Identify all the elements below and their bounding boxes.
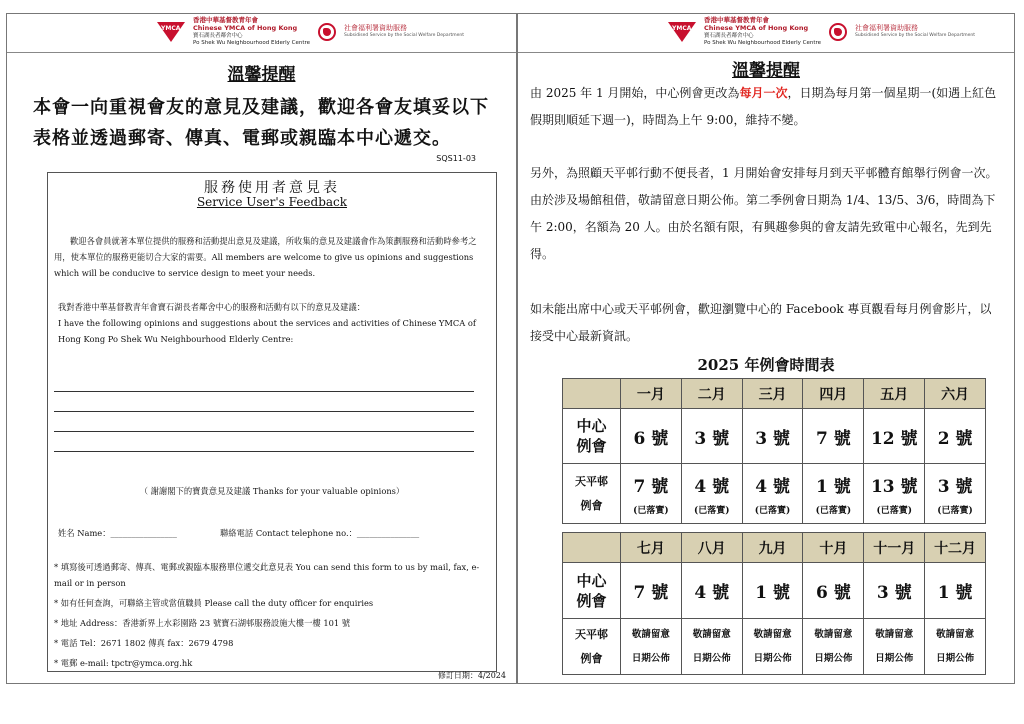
note-item: * 地址 Address：香港新界上水彩園路 23 號寶石湖邨服務設施大樓一樓 101 號 [54, 618, 351, 628]
intro-text: 本會一向重視會友的意見及建議，歡迎各會友填妥以下表格並透過郵寄、傳真、電郵或親臨本中心遞交。 [33, 97, 489, 149]
feedback-page [6, 13, 517, 684]
paragraph-schedule-change: 由 2025 年 1 月開始，中心例會更改為每月一次，日期為每月第一個星期一(如遇上紅色假期則順延下週一)，時間為上午 9:00，維持不變。 [530, 86, 997, 127]
answer-line[interactable] [54, 431, 474, 432]
tinping-date: 3 號 (已落實) [925, 464, 986, 524]
paragraph-tinping: 另外，為照顧天平邨行動不便長者，1 月開始會安排每月到天平邨體育館舉行例會一次。由於涉及場館租借，敬請留意日期公佈。第二季例會日期為 1/4、13/5、3/6，時間為下午 2:00，名額為 20 人。由於名額有限，有興趣參與的會友請先致電中心報名，先到先得。 [530, 166, 998, 261]
tinping-pending: 敬請留意 日期公佈 [803, 619, 864, 675]
thanks-text: （ 謝謝閣下的寶貴意見及建議 Thanks for your valuable opinions） [139, 486, 405, 496]
form-code: SQS11-03 [436, 154, 476, 163]
answer-line[interactable] [54, 411, 474, 412]
center-date: 1 號 [742, 563, 803, 619]
center-date: 6 號 [621, 409, 682, 464]
tinping-pending: 敬請留意 日期公佈 [742, 619, 803, 675]
center-date: 7 號 [621, 563, 682, 619]
center-date: 2 號 [925, 409, 986, 464]
row-label-center: 中心 例會 [563, 409, 621, 464]
tinping-pending: 敬請留意 日期公佈 [864, 619, 925, 675]
revision-date: 修訂日期：4/2024 [437, 671, 506, 680]
tinping-date: 7 號 (已落實) [621, 464, 682, 524]
highlight-monthly: 每月一次 [739, 86, 788, 100]
center-date: 6 號 [803, 563, 864, 619]
answer-line[interactable] [54, 451, 474, 452]
answer-line[interactable] [54, 391, 474, 392]
note-item: * 電話 Tel：2671 1802 傳真 fax：2679 4798 [54, 638, 234, 648]
center-date: 3 號 [864, 563, 925, 619]
center-date: 1 號 [925, 563, 986, 619]
tinping-date: 4 號 (已落實) [742, 464, 803, 524]
page-header [7, 14, 516, 53]
month-header: 一月 [621, 379, 682, 409]
page-header [518, 14, 1014, 53]
tinping-date: 4 號 (已落實) [681, 464, 742, 524]
center-date: 3 號 [681, 409, 742, 464]
ymca-logo: YMCA [668, 22, 696, 42]
statement-en: I have the following opinions and suggestions about the services and activities of Chinese YMCA of Hong Kong Po Shek Wu Neighbourhood Elderly Centre: [58, 318, 476, 344]
month-header: 三月 [742, 379, 803, 409]
swd-label: 社會福利署資助服務 Subsidised Service by the Social Welfare Department [855, 24, 976, 38]
tinping-pending: 敬請留意 日期公佈 [925, 619, 986, 675]
note-item: * 電郵 e-mail: tpctr@ymca.org.hk [54, 658, 193, 668]
tinping-date: 13 號 (已落實) [864, 464, 925, 524]
center-date: 7 號 [803, 409, 864, 464]
note-item: * 如有任何查詢，可聯絡主管或當值職員 Please call the duty officer for enquiries [54, 598, 374, 608]
month-header: 十二月 [925, 533, 986, 563]
name-field[interactable]: 姓名 Name：________________ [58, 528, 177, 538]
row-label-center: 中心 例會 [563, 563, 621, 619]
tinping-pending: 敬請留意 日期公佈 [621, 619, 682, 675]
month-header: 九月 [742, 533, 803, 563]
page-title: 溫馨提醒 [732, 61, 800, 81]
month-header: 二月 [681, 379, 742, 409]
tinping-date: 1 號 (已落實) [803, 464, 864, 524]
month-header: 四月 [803, 379, 864, 409]
month-header: 十一月 [864, 533, 925, 563]
ymca-logo: YMCA [157, 22, 185, 42]
page-title: 溫馨提醒 [227, 65, 296, 85]
schedule-table-h1 [562, 378, 986, 524]
form-title-en: Service User's Feedback [196, 195, 348, 209]
org-name: 香港中華基督教青年會 Chinese YMCA of Hong Kong 寶石湖長者鄰舍中心 Po Shek Wu Neighbourhood Elderly Centre [193, 16, 311, 46]
paragraph-facebook: 如未能出席中心或天平邨例會，歡迎瀏覽中心的 Facebook 專頁觀看每月例會影片，以接受中心最新資訊。 [530, 302, 992, 343]
swd-heart-icon [829, 23, 847, 41]
table-corner [563, 533, 621, 563]
logo-bar [668, 17, 975, 47]
table-corner [563, 379, 621, 409]
row-label-tinping: 天平邨 例會 [563, 464, 621, 524]
month-header: 十月 [803, 533, 864, 563]
month-header: 八月 [681, 533, 742, 563]
phone-field[interactable]: 聯絡電話 Contact telephone no.：_______________ [220, 528, 420, 538]
feedback-form [47, 172, 497, 672]
logo-bar [157, 17, 464, 47]
statement-zh: 我對香港中華基督教青年會寶石湖長者鄰舍中心的服務和活動有以下的意見及建議： [58, 302, 365, 312]
month-header: 七月 [621, 533, 682, 563]
swd-heart-icon [318, 23, 336, 41]
org-name: 香港中華基督教青年會 Chinese YMCA of Hong Kong 寶石湖長者鄰舍中心 Po Shek Wu Neighbourhood Elderly Centre [704, 16, 822, 46]
tinping-pending: 敬請留意 日期公佈 [681, 619, 742, 675]
schedule-title: 2025 年例會時間表 [697, 356, 835, 374]
row-label-tinping: 天平邨 例會 [563, 619, 621, 675]
welcome-text: 歡迎各會員就著本單位提供的服務和活動提出意見及建議，所收集的意見及建議會作為策劃服務和活動時參考之用，使本單位的服務更能切合大家的需要。All members are welcome to give us opinions and suggestions which will be conducive to service design to meet your needs. [54, 236, 477, 278]
center-date: 4 號 [681, 563, 742, 619]
schedule-table-h2 [562, 532, 986, 675]
swd-label: 社會福利署資助服務 Subsidised Service by the Social Welfare Department [344, 24, 465, 38]
month-header: 五月 [864, 379, 925, 409]
note-item: * 填寫後可透過郵寄、傳真、電郵或親臨本服務單位遞交此意見表 You can send this form to us by mail, fax, e-mail or in person [54, 562, 480, 588]
center-date: 3 號 [742, 409, 803, 464]
center-date: 12 號 [864, 409, 925, 464]
form-title-zh: 服務使用者意見表 [204, 180, 340, 196]
month-header: 六月 [925, 379, 986, 409]
meeting-notice-page [517, 13, 1015, 684]
